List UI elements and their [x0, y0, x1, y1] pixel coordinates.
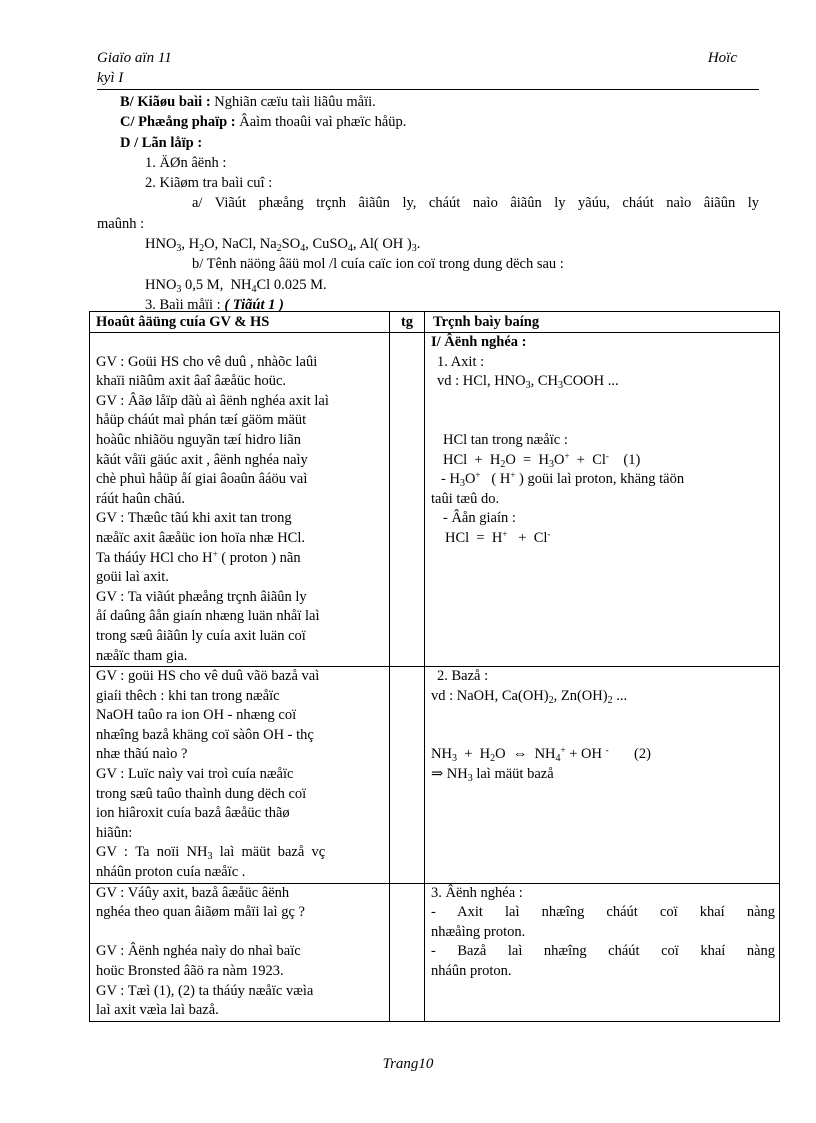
time-cell	[390, 883, 425, 1021]
board-cell: 3. Âënh nghéa : - Axit laì nhæîng cháút coï khaí nàng nhæåìng proton. - Bazå laì nhæîng cháút coï khaí nàng nháûn proton.	[425, 883, 780, 1021]
time-cell	[390, 667, 425, 884]
intro-section	[97, 92, 759, 315]
step-3: 3. Baìi måïi : ( Tiãút 1 )	[145, 296, 284, 313]
header-term: kyì I	[97, 70, 124, 86]
col-header-activity: Hoaût âäüng cuía GV & HS	[90, 312, 390, 333]
formula-list-2: $HNO_3$ 0,5 M, $NH_4Cl$ 0.025 M.	[145, 276, 327, 295]
lesson-type: B/ Kiãøu baìi : Nghiãn cæïu taìi liãûu måïi.	[120, 94, 376, 110]
col-header-time: tg	[390, 312, 425, 333]
header-title: Giaïo aïn 11	[97, 50, 172, 66]
page-number: Trang10	[382, 1056, 434, 1072]
board-cell: I/ Âënh nghéa : 1. Axit : vd : HCl, $HNO_3$, $CH_3COOH$ ... HCl tan trong næåïc : HCl + $H_2O = H_3O^+ + Cl^-$ (1) - $H_3O^+$ ( H+ ) goüi laì proton, khäng täön taûi tæû do. - Âån giaín : HCl = H+ + Cl-	[425, 333, 780, 667]
step-2: 2. Kiãøm tra baìi cuî :	[145, 175, 273, 192]
board-cell: 2. Bazå : vd : NaOH, $Ca(OH)_2$, $Zn(OH)_2$ ... $NH_3 + H_2O$ ⇔ $NH_4^+$ + OH - (2) ⇒ $NH_3$ laì mäüt bazå	[425, 667, 780, 884]
method: C/ Phæång phaïp : Âaìm thoaûi vaì phæïc håüp.	[120, 114, 407, 131]
step-1: 1. ÄØn âënh :	[145, 154, 227, 171]
question-a: a/ Viãút phæång trçnh âiãûn ly, cháút naìo âiãûn ly yãúu, cháút naìo âiãûn ly	[192, 195, 759, 212]
formula-list-1: $HNO_3$, $H_2O$, NaCl, $Na_2SO_4$, CuSO$_4$, Al( OH )$_3$.	[145, 236, 421, 255]
activity-cell: GV : goüi HS cho vê duû vãö bazå vaì giaíi thêch : khi tan trong næåïc NaOH taûo ra ion OH - nhæng coï nhæîng bazå khäng coï sàôn OH - thç nhæ thãú naìo ? GV : Luïc naìy vai troì cuía næåïc trong sæû taûo thaình dung dëch coï ion hiâroxit cuía bazå âæåüc thãø hiãûn: GV : Ta noïi $NH_3$ laì mäüt bazå vç nháûn proton cuía næåïc .	[90, 667, 390, 884]
table-row	[90, 667, 780, 884]
activity-cell: GV : Goüi HS cho vê duû , nhàõc laûi khaïi niãûm axit âaî âæåüc hoüc. GV : Âãø låïp dãù aì âënh nghéa axit laì håüp cháút maì phán tæí gäöm mäüt hoàûc nhiãöu nguyãn tæí hidro liãn kãút våïi gäúc axit , âënh nghéa naìy chè phuì håüp åí giai âoaûn âáöu vaì ráút haûn chãú. GV : Thæûc tãú khi axit tan trong næåïc axit âæåüc ion hoïa nhæ HCl. Ta tháúy HCl cho H+ ( proton ) nãn goüi laì axit. GV : Ta viãút phæång trçnh âiãûn ly åí daûng âån giaín nhæng luän nhåï laì trong sæû âiãûn ly cuía axit luän coï næåïc tham gia.	[90, 333, 390, 667]
table-row	[90, 333, 780, 667]
header-subject: Hoïc	[707, 50, 737, 66]
table-header-row	[90, 312, 780, 333]
table-row	[90, 883, 780, 1021]
activity-cell: GV : Váûy axit, bazå âæåüc âënh nghéa theo quan âiãøm måïi laì gç ? GV : Âënh nghéa naìy do nhaì baïc hoüc Bronsted âãö ra nàm 1923. GV : Tæì (1), (2) ta tháúy næåïc væìa laì axit væìa laì bazå.	[90, 883, 390, 1021]
header-rule	[97, 89, 759, 90]
col-header-board: Trçnh baìy baíng	[425, 312, 780, 333]
lesson-table	[89, 311, 780, 1022]
time-cell	[390, 333, 425, 667]
procedure-heading: D / Lãn låïp :	[120, 134, 203, 151]
question-b: b/ Tênh näöng âäü mol /l cuía caïc ion coï trong dung dëch sau :	[192, 256, 564, 273]
question-a-cont: maûnh :	[97, 215, 145, 232]
